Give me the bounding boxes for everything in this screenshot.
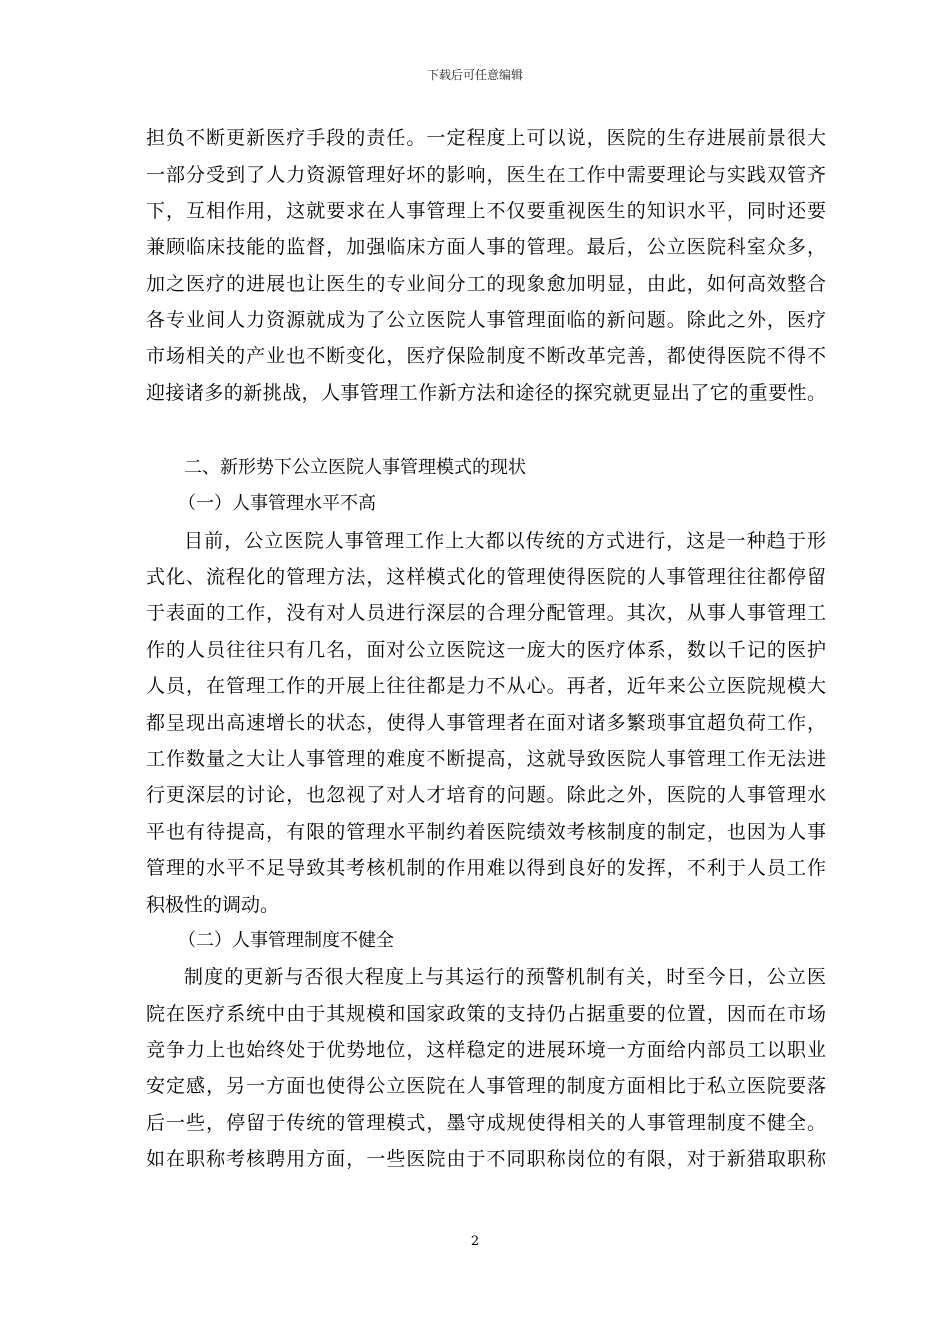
paragraph-line: 式化、流程化的管理方法，这样模式化的管理使得医院的人事管理往往都停留 [146,566,826,588]
paragraph-line: 目前，公立医院人事管理工作上大都以传统的方式进行，这是一种趋于形 [184,530,826,552]
paragraph-line: 于表面的工作，没有对人员进行深层的合理分配管理。其次，从事人事管理工 [146,602,826,624]
paragraph-line: 作的人员往往只有几名，面对公立医院这一庞大的医疗体系，数以千记的医护 [146,639,826,661]
paragraph-line: 管理的水平不足导致其考核机制的作用难以得到良好的发挥，不利于人员工作 [146,857,826,879]
page-header: 下载后可任意编辑 [426,68,523,82]
paragraph-line: 各专业间人力资源就成为了公立医院人事管理面临的新问题。除此之外，医疗 [146,309,826,331]
paragraph-line: 工作数量之大让人事管理的难度不断提高，这就导致医院人事管理工作无法进 [146,748,826,770]
section-heading: 二、新形势下公立医院人事管理模式的现状 [184,457,526,478]
paragraph-line: 后一些，停留于传统的管理模式，墨守成规使得相关的人事管理制度不健全。 [146,1112,826,1134]
paragraph-line: 人员，在管理工作的开展上往往都是力不从心。再者，近年来公立医院规模大 [146,675,826,697]
paragraph-line: 平也有待提高，有限的管理水平制约着医院绩效考核制度的制定，也因为人事 [146,821,826,843]
paragraph-line: 如在职称考核聘用方面，一些医院由于不同职称岗位的有限，对于新猎取职称 [146,1148,826,1170]
paragraph-line: 安定感，另一方面也使得公立医院在人事管理的制度方面相比于私立医院要落 [146,1075,826,1097]
paragraph-line: 加之医疗的进展也让医生的专业间分工的现象愈加明显，由此，如何高效整合 [146,273,826,295]
paragraph-line: 都呈现出高速增长的状态，使得人事管理者在面对诸多繁琐事宜超负荷工作， [146,712,826,734]
paragraph-line: 市场相关的产业也不断变化，医疗保险制度不断改革完善，都使得医院不得不 [146,345,826,367]
paragraph-line: 兼顾临床技能的监督，加强临床方面人事的管理。最后，公立医院科室众多， [146,236,826,258]
page-number: 2 [470,1234,480,1249]
paragraph-line: 积极性的调动。 [146,894,280,916]
paragraph-line: 行更深层的讨论，也忽视了对人才培育的问题。除此之外，医院的人事管理水 [146,784,826,806]
paragraph-line: 下，互相作用，这就要求在人事管理上不仅要重视医生的知识水平，同时还要 [146,200,826,222]
paragraph-line: 院在医疗系统中由于其规模和国家政策的支持仍占据重要的位置，因而在市场 [146,1003,826,1025]
paragraph-line: 竞争力上也始终处于优势地位，这样稳定的进展环境一方面给内部员工以职业 [146,1039,826,1061]
paragraph-line: 担负不断更新医疗手段的责任。一定程度上可以说，医院的生存进展前景很大 [146,127,826,149]
paragraph-line: 一部分受到了人力资源管理好坏的影响，医生在工作中需要理论与实践双管齐 [146,164,826,186]
paragraph-line: 制度的更新与否很大程度上与其运行的预警机制有关，时至今日，公立医 [184,966,826,988]
subsection-heading: （二）人事管理制度不健全 [178,930,394,951]
subsection-heading: （一）人事管理水平不高 [178,493,376,514]
paragraph-line: 迎接诸多的新挑战，人事管理工作新方法和途径的探究就更显出了它的重要性。 [146,382,826,404]
